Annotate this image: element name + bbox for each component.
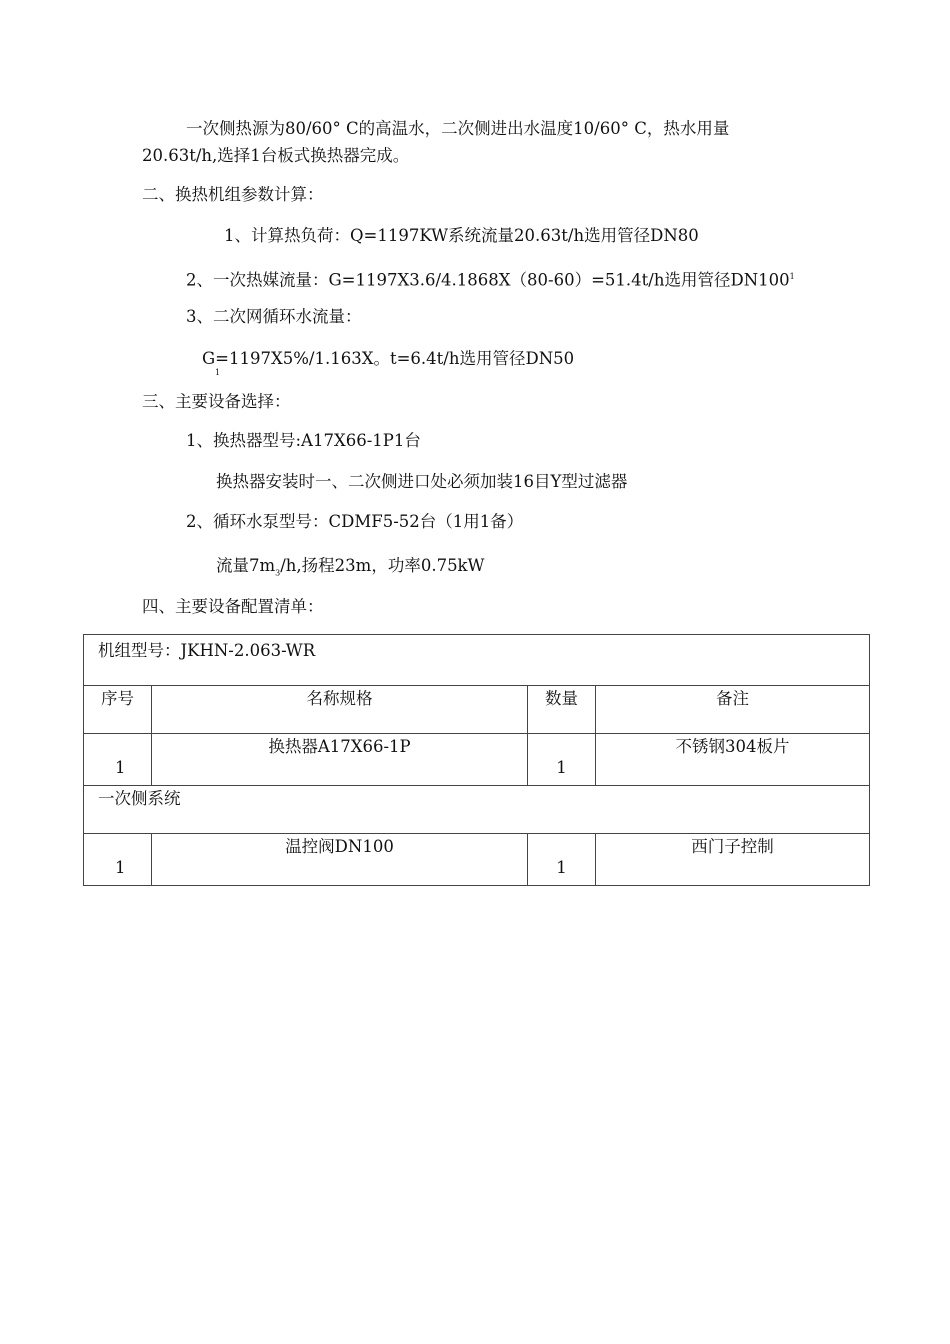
row-seq: 1 [84, 734, 152, 786]
row-seq: 1 [84, 834, 152, 886]
section-3-heading: 三、主要设备选择： [142, 392, 291, 411]
row-qty: 1 [528, 734, 596, 786]
section-3-item-1-note: 换热器安装时一、二次侧进口处必须加装16目Y型过滤器 [216, 472, 628, 491]
flow-formula-subscript: 1 [215, 368, 221, 377]
equipment-table [83, 634, 870, 886]
intro-line-1: 一次侧热源为80/60° C的高温水，二次侧进出水温度10/60° C，热水用量 [186, 119, 730, 138]
row-note: 西门子控制 [596, 834, 870, 886]
pump-flow-superscript: 3 [275, 568, 281, 578]
unit-model-cell: 机组型号：JKHN-2.063-WR [84, 635, 870, 686]
section-3-item-2: 2、循环水泵型号：CDMF5-52台（1用1备） [186, 512, 524, 531]
row-name: 换热器A17X66-1P [152, 734, 528, 786]
intro-line-2: 20.63t/h,选择1台板式换热器完成。 [142, 146, 410, 165]
table-row [84, 834, 870, 886]
section-2-item-2-superscript: 1 [789, 272, 795, 281]
row-qty: 1 [528, 834, 596, 886]
table-header-row [84, 686, 870, 734]
section-2-heading: 二、换热机组参数计算： [142, 185, 324, 204]
group-label-primary-side: 一次侧系统 [84, 786, 870, 834]
section-4-heading: 四、主要设备配置清单： [142, 597, 324, 616]
header-seq: 序号 [84, 686, 152, 734]
section-3-item-1: 1、换热器型号:A17X66-1P1台 [186, 431, 421, 450]
section-2-item-2-text: 2、一次热媒流量：G=1197X3.6/4.1868X（80-60）=51.4t/h选用管径DN100 [186, 270, 790, 290]
header-qty: 数量 [528, 686, 596, 734]
section-2-item-2 [186, 267, 795, 291]
row-note: 不锈钢304板片 [596, 734, 870, 786]
pump-flow-text: 流量7m [216, 556, 276, 575]
section-3-item-2-note [216, 556, 485, 583]
section-2-item-1: 1、计算热负荷：Q=1197KW系统流量20.63t/h选用管径DN80 [224, 226, 699, 245]
flow-formula: G=1197X5%/1.163X。t=6.4t/h选用管径DN50 [202, 349, 575, 368]
table-model-row [84, 635, 870, 686]
table-group-row [84, 786, 870, 834]
pump-spec-text: /h,扬程23m，功率0.75kW [280, 556, 485, 575]
header-note: 备注 [596, 686, 870, 734]
header-name: 名称规格 [152, 686, 528, 734]
row-name: 温控阀DN100 [152, 834, 528, 886]
section-2-item-3: 3、二次网循环水流量： [186, 307, 362, 326]
table-row [84, 734, 870, 786]
